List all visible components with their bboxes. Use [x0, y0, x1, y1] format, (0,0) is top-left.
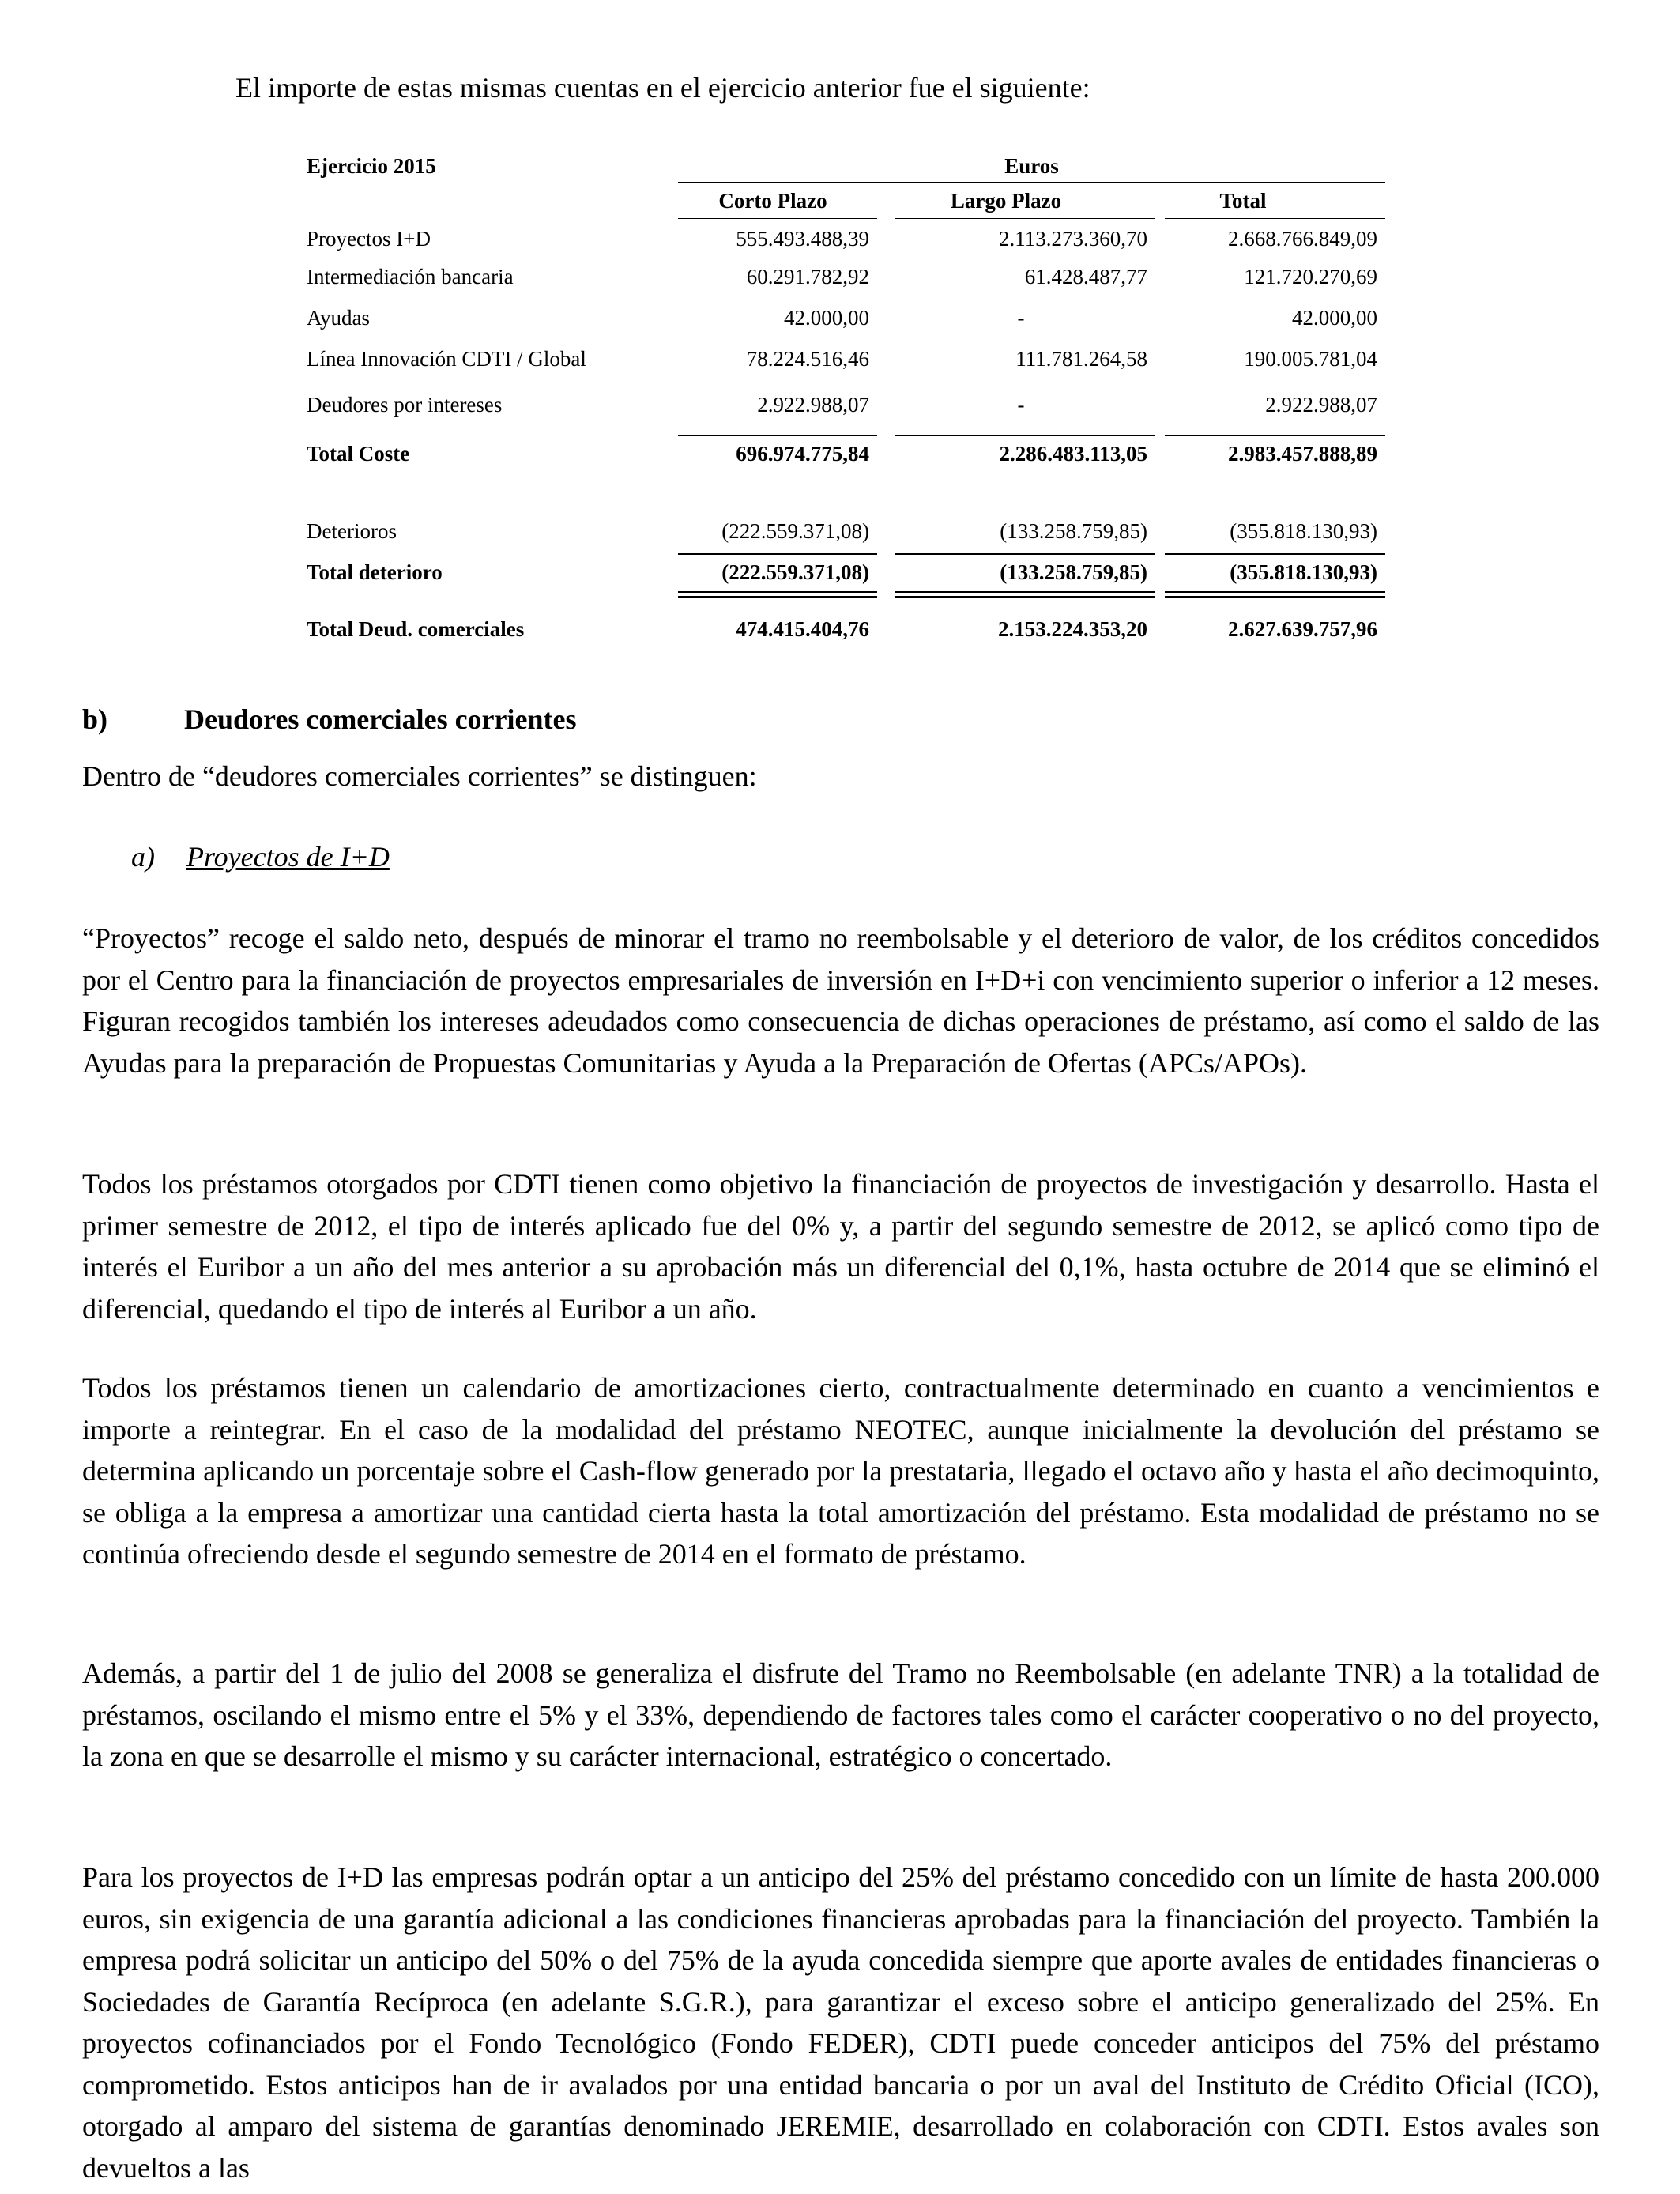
subsection-title: Proyectos de I+D — [186, 841, 390, 873]
table-row — [307, 343, 1385, 375]
cell-total: 42.000,00 — [1292, 306, 1377, 330]
subsection-heading — [131, 838, 390, 876]
table-row — [307, 261, 1385, 292]
row-label: Intermediación bancaria — [307, 265, 514, 288]
cell-total: 121.720.270,69 — [1244, 265, 1377, 288]
row-label: Total Deud. comerciales — [307, 617, 525, 641]
total-deterioro-rule — [678, 553, 877, 555]
section-marker: b) — [82, 703, 108, 735]
cell-corto-plazo: 474.415.404,76 — [736, 617, 869, 641]
cell-corto-plazo: 60.291.782,92 — [746, 265, 869, 288]
row-label: Total deterioro — [307, 560, 443, 584]
row-label: Deudores por intereses — [307, 393, 503, 417]
total-deterioro-rule — [895, 553, 1155, 555]
cell-largo-plazo: 111.781.264,58 — [1015, 347, 1147, 371]
total-deud-double-rule — [678, 591, 877, 598]
total-coste-rule — [1165, 435, 1385, 436]
total-coste-rule — [678, 435, 877, 436]
col-header-corto: Corto Plazo — [718, 189, 827, 213]
cell-total: 2.922.988,07 — [1265, 393, 1377, 417]
table-title: Ejercicio 2015 — [307, 154, 436, 178]
header-rule — [678, 182, 1385, 183]
cell-corto-plazo: (222.559.371,08) — [721, 560, 869, 584]
cell-total: 2.983.457.888,89 — [1228, 442, 1377, 466]
col-header-rule-2 — [895, 218, 1155, 219]
cell-total: 2.627.639.757,96 — [1228, 617, 1377, 641]
cell-largo-plazo: 2.286.483.113,05 — [999, 442, 1147, 466]
row-label: Ayudas — [307, 306, 371, 330]
paragraph-4: Además, a partir del 1 de julio del 2008 se generaliza el disfrute del Tramo no Reembolsable (en adelante TNR) a la totalidad de préstamos, oscilando el mismo entre el 5% y el 33%, dependiendo de factores tales como el carácter cooperativo o no del proyecto, la zona en que se desarrolle el mismo y su carácter internacional, estratégico o concertado. — [82, 1657, 1599, 1772]
cell-corto-plazo: (222.559.371,08) — [721, 519, 869, 543]
cell-largo-plazo: (133.258.759,85) — [1000, 560, 1147, 584]
subsection-marker: a) — [131, 841, 155, 873]
cell-largo-plazo: 2.153.224.353,20 — [998, 617, 1147, 641]
cell-total: (355.818.130,93) — [1230, 519, 1377, 543]
cell-largo-plazo: - — [1017, 306, 1025, 330]
paragraph-3: Todos los préstamos tienen un calendario de amortizaciones cierto, contractualmente determinado en cuanto a vencimientos e importe a reintegrar. En el caso de la modalidad del préstamo NEOTEC, aunque inicialmente la devolución del préstamo se determina aplicando un porcentaje sobre el Cash-flow generado por la prestataria, llegado el octavo año y hasta el año decimoquinto, se obliga a la empresa a amortizar una cantidad cierta hasta la total amortización del préstamo. Esta modalidad de préstamo no se continúa ofreciendo desde el segundo semestre de 2014 en el formato de préstamo. — [82, 1372, 1599, 1570]
table-row — [307, 223, 1385, 254]
total-deud-double-rule — [1165, 591, 1385, 598]
table-row — [307, 389, 1385, 420]
paragraph-5: Para los proyectos de I+D las empresas podrán optar a un anticipo del 25% del préstamo concedido con un límite de hasta 200.000 euros, sin exigencia de una garantía adicional a las condiciones financieras aprobadas para la financiación del proyecto. También la empresa podrá solicitar un anticipo del 50% o del 75% de la ayuda concedida siempre que aporte avales de entidades financieras o Sociedades de Garantía Recíproca (en adelante S.G.R.), para garantizar el exceso sobre el anticipo generalizado del 25%. En proyectos cofinanciados por el Fondo Tecnológico (Fondo FEDER), CDTI puede conceder anticipos del 75% del préstamo comprometido. Estos anticipos han de ir avalados por una entidad bancaria o por un aval del Instituto de Crédito Oficial (ICO), otorgado al amparo del sistema de garantías denominado JEREMIE, desarrollado en colaboración con CDTI. Estos avales son devueltos a las — [82, 1861, 1599, 2184]
total-deterioro-rule — [1165, 553, 1385, 555]
cell-largo-plazo: 2.113.273.360,70 — [999, 227, 1147, 251]
section-title: Deudores comerciales corrientes — [184, 703, 577, 735]
section-intro: Dentro de “deudores comerciales corrientes” se distinguen: — [82, 760, 757, 792]
cell-corto-plazo: 78.224.516,46 — [746, 347, 869, 371]
cell-corto-plazo: 2.922.988,07 — [757, 393, 869, 417]
intro-text: El importe de estas mismas cuentas en el ejercicio anterior fue el siguiente: — [235, 72, 1090, 104]
table-row — [307, 613, 1385, 645]
table-row — [307, 438, 1385, 469]
col-header-largo: Largo Plazo — [950, 189, 1062, 213]
cell-total: (355.818.130,93) — [1230, 560, 1377, 584]
table-row — [307, 515, 1385, 547]
row-label: Línea Innovación CDTI / Global — [307, 347, 586, 371]
col-header-rule-1 — [678, 218, 877, 219]
cell-total: 2.668.766.849,09 — [1228, 227, 1377, 251]
total-coste-rule — [895, 435, 1155, 436]
total-deud-double-rule — [895, 591, 1155, 598]
row-label: Proyectos I+D — [307, 227, 431, 251]
table-row — [307, 556, 1385, 588]
table-row — [307, 302, 1385, 334]
currency-header: Euros — [1004, 154, 1059, 178]
cell-corto-plazo: 42.000,00 — [784, 306, 869, 330]
row-label: Deterioros — [307, 519, 397, 543]
cell-largo-plazo: (133.258.759,85) — [1000, 519, 1147, 543]
cell-largo-plazo: - — [1017, 393, 1025, 417]
paragraph-2: Todos los préstamos otorgados por CDTI tienen como objetivo la financiación de proyectos de investigación y desarrollo. Hasta el primer semestre de 2012, el tipo de interés aplicado fue del 0% y, a partir del segundo semestre de 2012, se aplicó como tipo de interés el Euribor a un año del mes anterior a su aprobación más un diferencial del 0,1%, hasta octubre de 2014 que se eliminó el diferencial, quedando el tipo de interés al Euribor a un año. — [82, 1168, 1599, 1325]
col-header-total: Total — [1219, 189, 1267, 213]
paragraph-1: “Proyectos” recoge el saldo neto, después de minorar el tramo no reembolsable y el deterioro de valor, de los créditos concedidos por el Centro para la financiación de proyectos empresariales de inversión en I+D+i con vencimiento superior o inferior a 12 meses. Figuran recogidos también los intereses adeudados como consecuencia de dichas operaciones de préstamo, así como el saldo de las Ayudas para la preparación de Propuestas Comunitarias y Ayuda a la Preparación de Ofertas (APCs/APOs). — [82, 922, 1599, 1079]
cell-largo-plazo: 61.428.487,77 — [1024, 265, 1147, 288]
cell-total: 190.005.781,04 — [1244, 347, 1377, 371]
cell-corto-plazo: 696.974.775,84 — [736, 442, 869, 466]
col-header-rule-3 — [1165, 218, 1385, 219]
cell-corto-plazo: 555.493.488,39 — [736, 227, 869, 251]
row-label: Total Coste — [307, 442, 410, 466]
